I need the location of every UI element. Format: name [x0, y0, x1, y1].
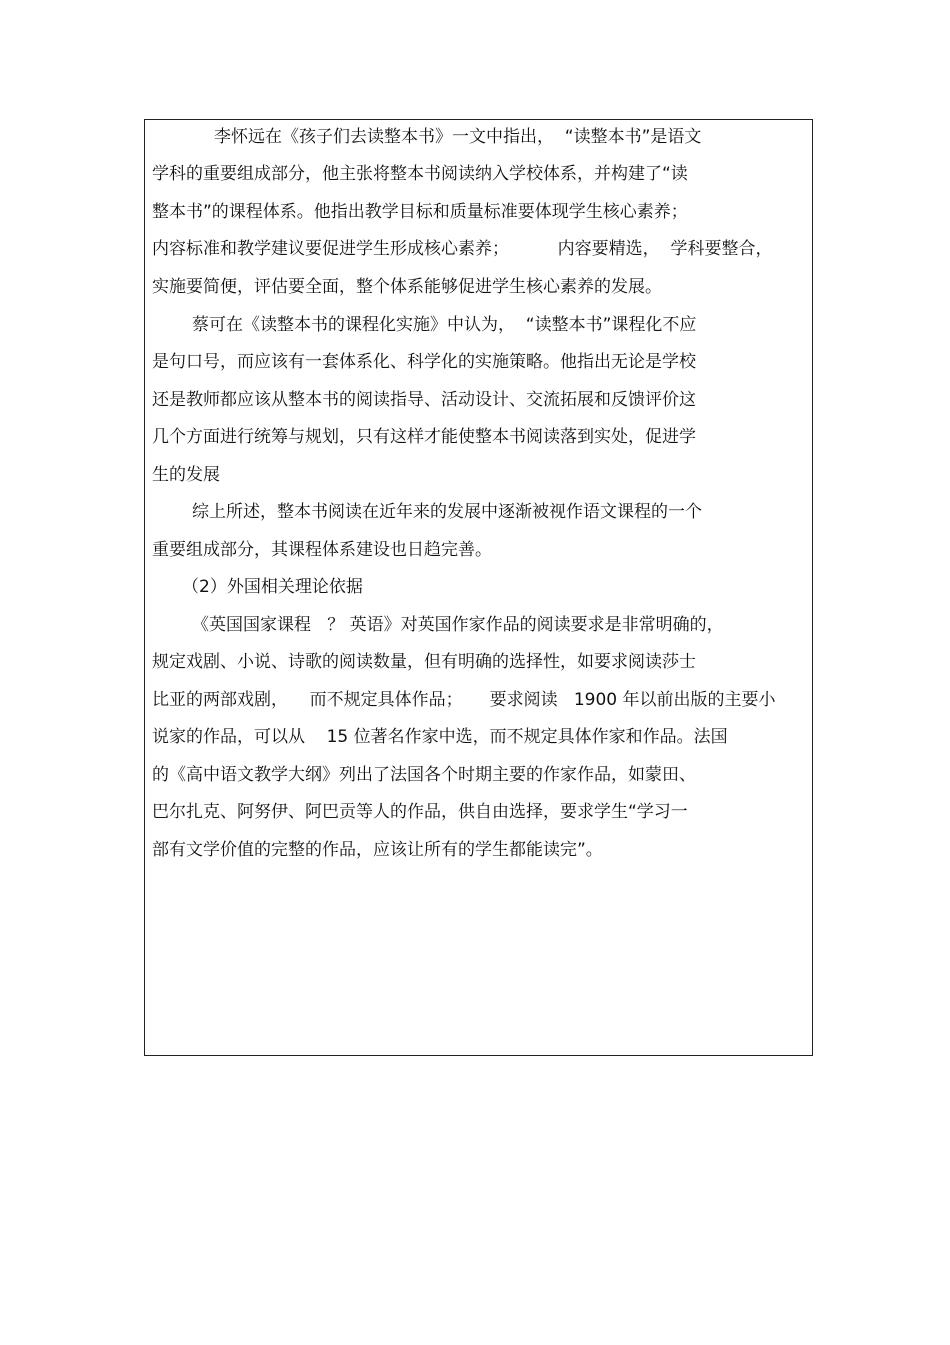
paragraph-line: 学科的重要组成部分，他主张将整本书阅读纳入学校体系，并构建了“读 — [152, 164, 688, 184]
paragraph-line: 重要组成部分，其课程体系建设也日趋完善。 — [152, 540, 492, 560]
paragraph-line: 综上所述，整本书阅读在近年来的发展中逐渐被视作语文课程的一个 — [192, 502, 702, 522]
paragraph-line: 蔡可在《读整本书的课程化实施》中认为， “读整本书”课程化不应 — [192, 315, 697, 335]
paragraph-line: 巴尔扎克、阿努伊、阿巴贡等人的作品，供自由选择，要求学生“学习一 — [152, 802, 688, 822]
paragraph-line: 比亚的两部戏剧， 而不规定具体作品； 要求阅读 1900 年以前出版的主要小 — [152, 690, 776, 710]
paragraph-line: 内容标准和教学建议要促进学生形成核心素养； 内容要精选， 学科要整合， — [152, 239, 773, 259]
paragraph-line: 是句口号，而应该有一套体系化、科学化的实施策略。他指出无论是学校 — [152, 352, 696, 372]
paragraph-line: 还是教师都应该从整本书的阅读指导、活动设计、交流拓展和反馈评价这 — [152, 390, 696, 410]
paragraph-line: 的《高中语文教学大纲》列出了法国各个时期主要的作家作品，如蒙田、 — [152, 765, 696, 785]
paragraph-line: 说家的作品，可以从 15 位著名作家中选，而不规定具体作家和作品。法国 — [152, 727, 728, 747]
paragraph-line: 几个方面进行统筹与规划，只有这样才能使整本书阅读落到实处，促进学 — [152, 427, 696, 447]
section-heading: （2）外国相关理论依据 — [182, 577, 363, 597]
paragraph-line: 整本书”的课程体系。他指出教学目标和质量标准要体现学生核心素养； — [152, 202, 688, 222]
paragraph-line: 李怀远在《孩子们去读整本书》一文中指出， “读整本书”是语文 — [214, 127, 702, 147]
paragraph-line: 部有文学价值的完整的作品，应该让所有的学生都能读完”。 — [152, 840, 603, 860]
paragraph-line: 《英国国家课程 ？ 英语》对英国作家作品的阅读要求是非常明确的， — [192, 615, 724, 635]
paragraph-line: 规定戏剧、小说、诗歌的阅读数量，但有明确的选择性，如要求阅读莎士 — [152, 652, 696, 672]
paragraph-line: 实施要简便，评估要全面，整个体系能够促进学生核心素养的发展。 — [152, 277, 662, 297]
paragraph-line: 生的发展 — [152, 465, 220, 485]
